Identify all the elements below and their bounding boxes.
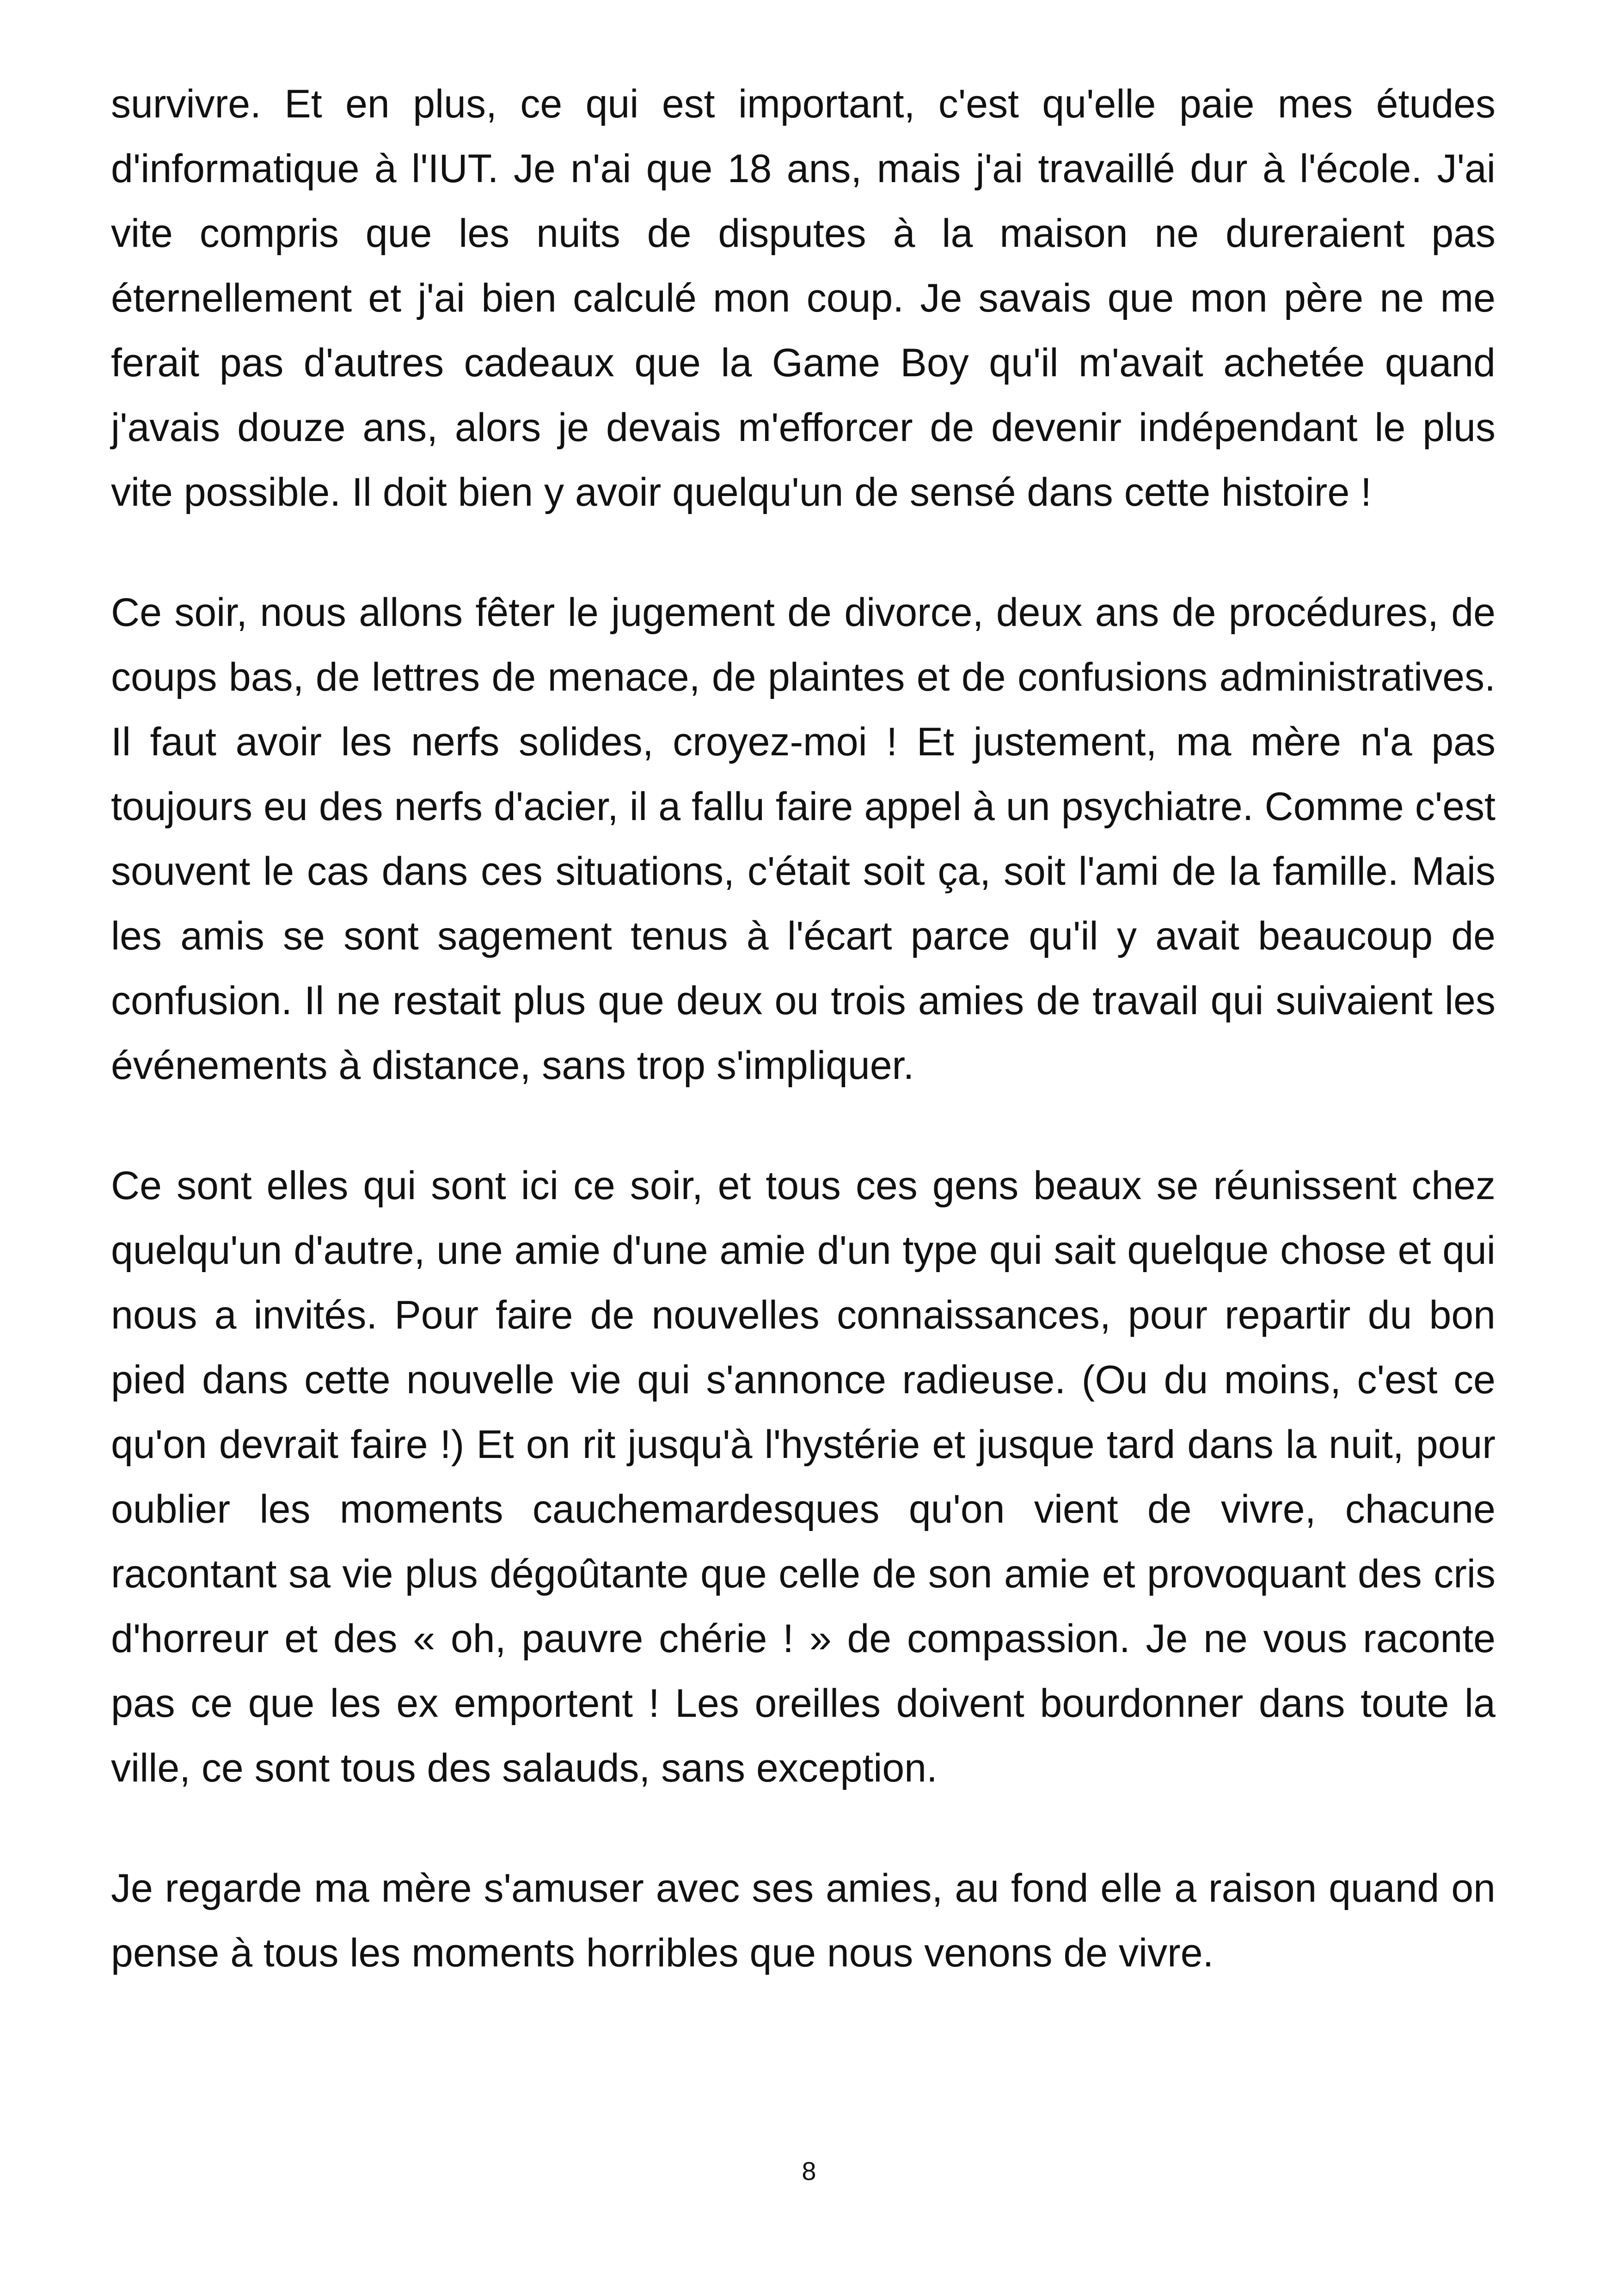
paragraph-3: Ce sont elles qui sont ici ce soir, et tous ces gens beaux se réunissent chez quelqu'un d'autre, une amie d'une amie d'un type qui sait quelque chose et qui nous a invités. Pour faire de nouvelles connaissances, pour repartir du bon pied dans cette nouvelle vie qui s'annonce radieuse. (Ou du moins, c'est ce qu'on devrait faire !) Et on rit jusqu'à l'hystérie et jusque tard dans la nuit, pour oublier les moments cauchemardesques qu'on vient de vivre, chacune racontant sa vie plus dégoûtante que celle de son amie et provoquant des cris d'horreur et des « oh, pauvre chérie ! » de compassion. Je ne vous raconte pas ce que les ex emportent ! Les oreilles doivent bourdonner dans toute la ville, ce sont tous des salauds, sans exception. xyxy=(111,1163,1495,1790)
page-number: 8 xyxy=(802,2156,816,2186)
paragraph-2: Ce soir, nous allons fêter le jugement de divorce, deux ans de procédures, de coups bas, de lettres de menace, de plaintes et de confusions administratives. Il faut avoir les nerfs solides, croyez-moi ! Et justement, ma mère n'a pas toujours eu des nerfs d'acier, il a fallu faire appel à un psychiatre. Comme c'est souvent le cas dans ces situations, c'était soit ça, soit l'ami de la famille. Mais les amis se sont sagement tenus à l'écart parce qu'il y avait beaucoup de confusion. Il ne restait plus que deux ou trois amies de travail qui suivaient les événements à distance, sans trop s'impliquer. xyxy=(111,590,1495,1088)
paragraph-4: Je regarde ma mère s'amuser avec ses amies, au fond elle a raison quand on pense à tous les moments horribles que nous venons de vivre. xyxy=(111,1866,1495,1975)
paragraph-1: survivre. Et en plus, ce qui est important, c'est qu'elle paie mes études d'informatique à l'IUT. Je n'ai que 18 ans, mais j'ai travaillé dur à l'école. J'ai vite compris que les nuits de disputes à la maison ne dureraient pas éternellement et j'ai bien calculé mon coup. Je savais que mon père ne me ferait pas d'autres cadeaux que la Game Boy qu'il m'avait achetée quand j'avais douze ans, alors je devais m'efforcer de devenir indépendant le plus vite possible. Il doit bien y avoir quelqu'un de sensé dans cette histoire ! xyxy=(111,82,1495,514)
body-text xyxy=(111,72,1495,1985)
